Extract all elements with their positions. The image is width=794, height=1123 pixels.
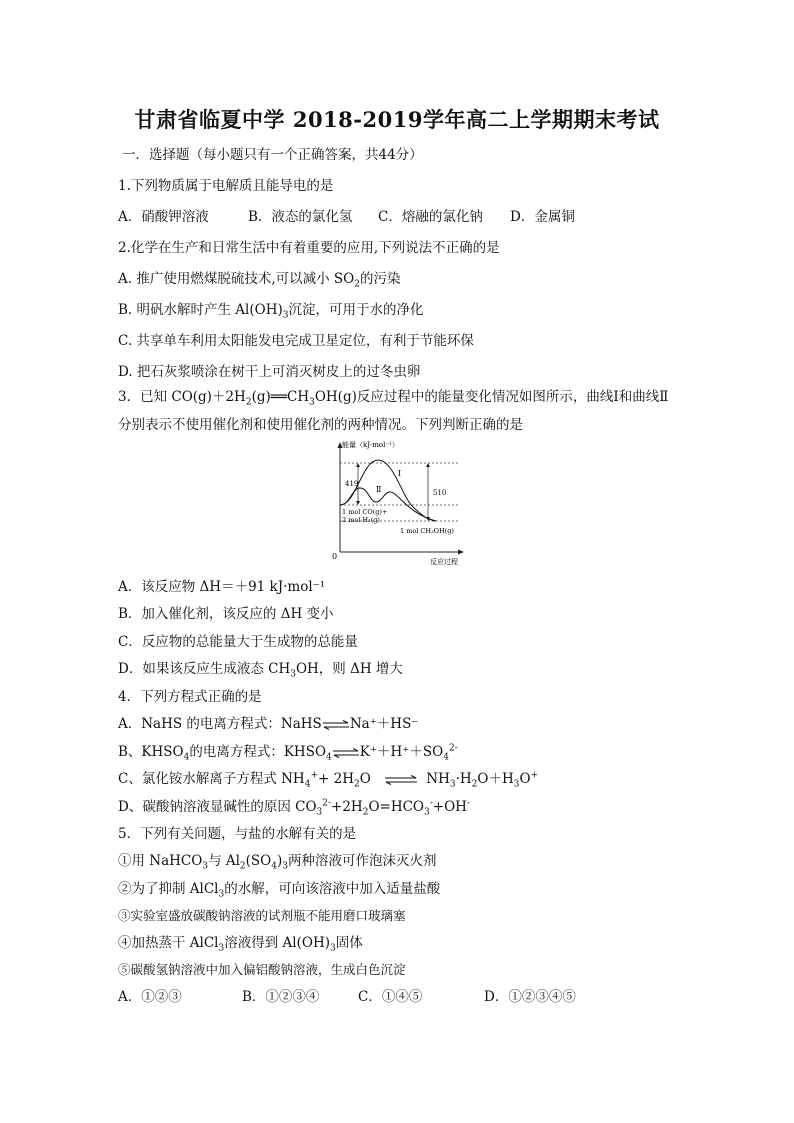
q3-stem-line1: 3．已知 $CO(g)+2H_2(g)══CH_3OH(g)$反应过程中的能量变化情况如图所示，曲线Ⅰ和曲线Ⅱ xyxy=(118,389,669,408)
q5-option-c: C．①④⑤ xyxy=(358,989,423,1005)
value-419: 419 xyxy=(345,480,359,488)
q2-option-d: D. 把石灰浆喷涂在树干上可消灭树皮上的过冬虫卵 xyxy=(118,364,421,380)
x-axis-label: 反应过程 xyxy=(430,558,458,566)
q1-options xyxy=(118,208,618,226)
value-510: 510 xyxy=(433,489,447,497)
bracket-419-top xyxy=(356,463,360,467)
q4-option-c: C、氯化铵水解离子方程式 $NH_4^++ 2H_2O$ $NH_3\cdot H_2O+H_3O^+$ xyxy=(118,770,539,790)
q2-stem: 2.化学在生产和日常生活中有着重要的应用,下列说法不正确的是 xyxy=(118,240,500,256)
reactant-label-2: 2 mol H₂(g) xyxy=(342,516,380,524)
q5-item-4: ④加热蒸干 AlCl$_3$溶液得到 $Al(OH)_3$固体 xyxy=(118,935,363,954)
q3-stem-line2: 分别表示不使用催化剂和使用催化剂的两种情况。下列判断正确的是 xyxy=(118,417,523,433)
q2-option-a: A. 推广使用燃煤脱硫技术,可以减小 $SO_2$的污染 xyxy=(118,271,401,290)
q1-option-d: D．金属铜 xyxy=(510,209,575,225)
q2-option-c: C. 共享单车利用太阳能发电完成卫星定位，有利于节能环保 xyxy=(118,333,474,349)
q5-item-1: ①用 NaHCO$_3$与 $Al_2(SO_4)_3$两种溶液可作泡沫灭火剂 xyxy=(118,853,437,872)
curve-2-label: Ⅱ xyxy=(376,485,382,494)
q1-stem: 1.下列物质属于电解质且能导电的是 xyxy=(118,178,334,194)
q1-option-b: B．液态的氯化氢 xyxy=(248,209,353,225)
q5-item-3: ③实验室盛放碳酸钠溶液的试剂瓶不能用磨口玻璃塞 xyxy=(118,908,406,923)
q1-option-c: C．熔融的氯化钠 xyxy=(378,209,483,225)
q5-options xyxy=(118,988,618,1006)
q5-item-5: ⑤碳酸氢钠溶液中加入偏铝酸钠溶液，生成白色沉淀 xyxy=(118,962,406,977)
section-heading: 一．选择题（每小题只有一个正确答案，共44分） xyxy=(122,147,423,163)
product-label: 1 mol CH₃OH(g) xyxy=(400,527,454,535)
q1-option-a: A．硝酸钾溶液 xyxy=(118,209,209,225)
q4-option-d: D、碳酸钠溶液显碱性的原因 $CO_3^{2-}+2H_2O=HCO_3^-+OH^-$ xyxy=(118,798,470,818)
q4-option-b: B、$KHSO_4$的电离方程式：$KHSO_4$ $K^++H^++SO_4^{2-}$ xyxy=(118,743,458,763)
q2-option-b: B. 明矾水解时产生 $Al(OH)_3$沉淀，可用于水的净化 xyxy=(118,302,424,321)
reactant-label-1: 1 mol CO(g)+ xyxy=(342,508,388,516)
q4-stem: 4．下列方程式正确的是 xyxy=(118,689,262,705)
q3-option-b: B．加入催化剂，该反应的 ΔH 变小 xyxy=(118,606,334,622)
origin-label: 0 xyxy=(332,552,338,561)
q5-item-2: ②为了抑制 AlCl$_3$的水解，可向该溶液中加入适量盐酸 xyxy=(118,881,441,900)
y-axis-label: 能量（kJ·mol⁻¹） xyxy=(342,441,399,449)
energy-diagram-svg xyxy=(318,438,468,568)
bracket-510-top xyxy=(426,463,430,467)
q5-option-b: B．①②③④ xyxy=(242,989,320,1005)
q3-option-c: C．反应物的总能量大于生成物的总能量 xyxy=(118,634,358,650)
q5-stem: 5．下列有关问题，与盐的水解有关的是 xyxy=(118,826,357,842)
q5-option-a: A．①②③ xyxy=(118,989,182,1005)
page-title: 甘肃省临夏中学 2018-2019学年高二上学期期末考试 xyxy=(134,107,660,132)
equilibrium-arrow-icon xyxy=(332,748,360,758)
x-axis-arrow xyxy=(458,550,464,555)
equilibrium-arrow-icon xyxy=(384,775,418,785)
q3-option-d: D．如果该反应生成液态 $CH_3OH$，则 ΔH 增大 xyxy=(118,661,403,680)
q5-option-d: D．①②③④⑤ xyxy=(484,989,576,1005)
equilibrium-arrow-icon xyxy=(322,720,350,730)
energy-diagram xyxy=(318,438,468,568)
bracket-419-bottom xyxy=(356,501,360,505)
curve-1-label: Ⅰ xyxy=(398,469,402,478)
q3-option-a: A．该反应物 ΔH＝＋91 kJ·mol⁻¹ xyxy=(118,579,326,595)
q4-option-a: A．NaHS 的电离方程式：NaHS Na⁺＋HS⁻ xyxy=(118,716,419,732)
